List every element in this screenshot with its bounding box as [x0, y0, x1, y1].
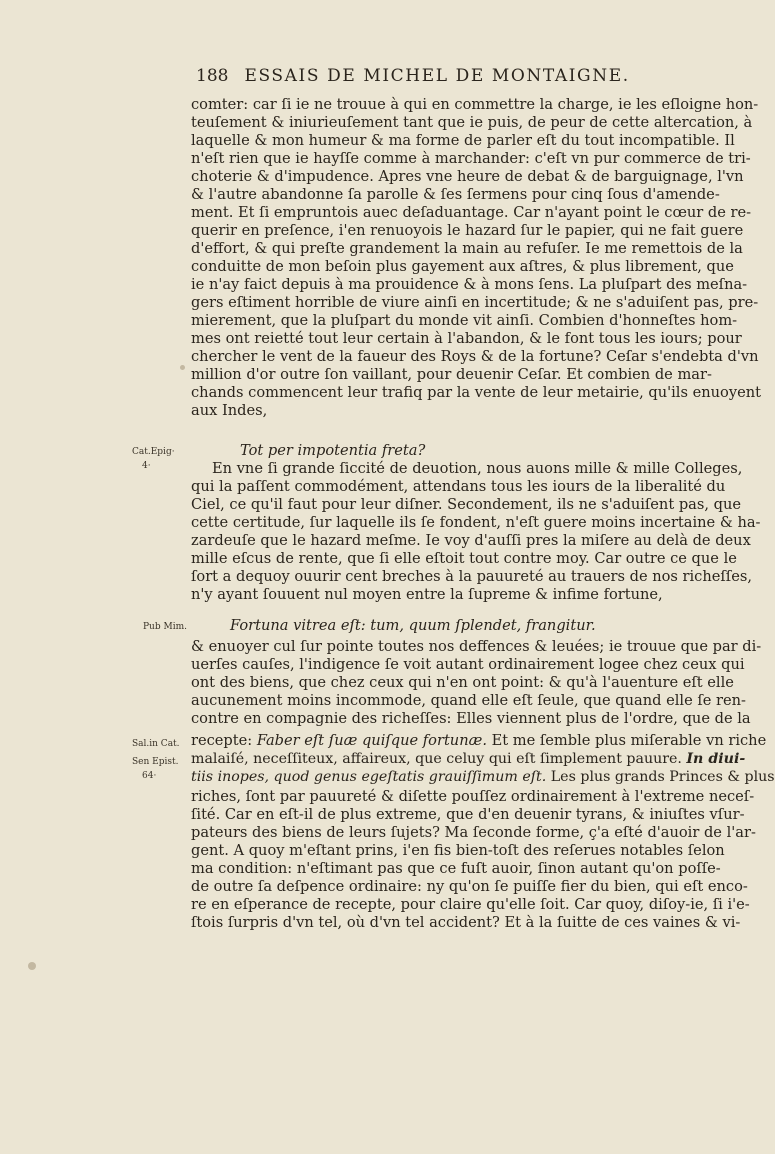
text-line: re en eſperance de recepte, pour claire qu'elle ſoit. Car quoy, diſoy-ie, ſi i'e- [191, 896, 750, 913]
text-line: chands commencent leur trafiq par la vente de leur metairie, qu'ils enuoyent [191, 384, 761, 401]
text-line: Ciel, ce qu'il faut pour leur diſner. Secondement, ils ne s'aduiſent pas, que [191, 496, 742, 513]
text-line: cette certitude, ſur laquelle ils ſe fondent, n'eſt guere moins incertaine & ha- [191, 514, 761, 531]
text-line: choterie & d'impudence. Apres vne heure de debat & de barguignage, l'vn [191, 168, 744, 185]
margin-note: Pub Mim. [143, 622, 187, 632]
text-line-mixed [191, 732, 767, 750]
text-line-mixed [191, 768, 775, 786]
text-line: ment. Et ſi empruntois auec deſaduantage. Car n'ayant point le cœur de re- [191, 204, 752, 221]
text-line: ma condition: n'eſtimant pas que ce fuſt auoir, ſinon autant qu'on poſſe- [191, 860, 721, 877]
text-line: d'effort, & qui preſte grandement la main au refuſer. Ie me remettois de la [191, 240, 743, 257]
text-line: n'eſt rien que ie hayſſe comme à marchander: c'eſt vn pur commerce de tri- [191, 150, 751, 167]
text-line: comter: car ſi ie ne trouue à qui en commettre la charge, ie les eſloigne hon- [191, 96, 759, 113]
text-line: ſtois ſurpris d'vn tel, où d'vn tel accident? Et à la ſuitte de ces vaines & vi- [191, 914, 741, 931]
text-line: aux Indes, [191, 402, 268, 419]
text-line: & enuoyer cul ſur pointe toutes nos deffences & leuées; ie trouue que par di- [191, 638, 762, 655]
paper-stain [180, 365, 185, 370]
margin-note: Sen Epist. [132, 757, 179, 767]
text-segment: recepte: [191, 732, 253, 749]
margin-note: Cat.Epig· [132, 447, 175, 457]
text-line: gers eſtiment horrible de viure ainſi en incertitude; & ne s'aduiſent pas, pre- [191, 294, 759, 311]
text-line: mierement, que la pluſpart du monde vit ainſi. Combien d'honneſtes hom- [191, 312, 738, 329]
text-line: zardeuſe que le hazard meſme. Ie voy d'auſſi pres la miſere au delà de deux [191, 532, 751, 549]
running-title: ESSAIS DE MICHEL DE MONTAIGNE. [244, 66, 630, 86]
text-line: En vne ſi grande ſiccité de deuotion, nous auons mille & mille Colleges, [212, 460, 743, 477]
text-line-mixed [191, 750, 746, 768]
paper-stain [28, 962, 36, 970]
text-segment: malaiſé, neceſſiteux, affaireux, que celuy qui eſt ſimplement pauure. [191, 751, 682, 767]
latin-inline-quote: In diui- [686, 751, 746, 767]
latin-quote: Fortuna vitrea eſt: tum, quum ſplendet, frangitur. [230, 617, 596, 634]
page-header [196, 66, 630, 86]
text-line: contre en compagnie des richeſſes: Elles viennent plus de l'ordre, que de la [191, 710, 751, 727]
text-segment: Et me ſemble plus miſerable vn riche [491, 732, 767, 749]
text-line: & l'autre abandonne ſa parolle & ſes ſermens pour cinq ſous d'amende- [191, 186, 720, 203]
margin-note: 64· [142, 771, 157, 781]
text-line: ie n'ay faict depuis à ma prouidence & à mons ſens. La pluſpart des meſna- [191, 276, 748, 293]
margin-note: Sal.in Cat. [132, 739, 180, 749]
text-line: million d'or outre ſon vaillant, pour deuenir Ceſar. Et combien de mar- [191, 366, 712, 383]
text-segment: Les plus grands Princes & plus [550, 769, 775, 785]
text-line: mes ont reietté tout leur certain à l'abandon, & le font tous les iours; pour [191, 330, 742, 347]
text-line: aucunement moins incommode, quand elle eſt ſeule, que quand elle ſe ren- [191, 692, 746, 709]
text-line: gent. A quoy m'eſtant prins, i'en fis bien-toſt des reſerues notables ſelon [191, 842, 725, 859]
text-line: mille eſcus de rente, que ſi elle eſtoit tout contre moy. Car outre ce que le [191, 550, 737, 567]
text-line: n'y ayant ſouuent nul moyen entre la ſupreme & infime fortune, [191, 586, 663, 603]
text-line: pateurs des biens de leurs ſujets? Ma ſeconde forme, ç'a eſté d'auoir de l'ar- [191, 824, 756, 841]
text-line: qui la paſſent commodément, attendans tous les iours de la liberalité du [191, 478, 726, 495]
text-line: chercher le vent de la faueur des Roys & de la fortune? Ceſar s'endebta d'vn [191, 348, 759, 365]
text-line: uerſes cauſes, l'indigence ſe voit autant ordinairement logee chez ceux qui [191, 656, 745, 673]
latin-inline-quote: tiis inopes, quod genus egeſtatis grauiſſimum eſt. [191, 769, 547, 785]
text-line: ſité. Car en eſt-il de plus extreme, que d'en deuenir tyrans, & iniuſtes vſur- [191, 806, 745, 823]
text-line: riches, ſont par pauureté & diſette pouſſez ordinairement à l'extreme neceſ- [191, 788, 755, 805]
text-line: de outre ſa deſpence ordinaire: ny qu'on ſe puiſſe fier du bien, qui eſt enco- [191, 878, 748, 895]
text-line: ſort a dequoy ouurir cent breches à la pauureté au trauers de nos richeſſes, [191, 568, 752, 585]
text-line: ont des biens, que chez ceux qui n'en ont point: & qu'à l'auenture eſt elle [191, 674, 734, 691]
margin-note: 4· [142, 461, 151, 471]
latin-inline-quote: Faber eſt ſuæ quiſque fortunæ. [256, 732, 487, 749]
text-line: laquelle & mon humeur & ma forme de parler eſt du tout incompatible. Il [191, 132, 735, 149]
text-line: conduitte de mon beſoin plus gayement aux aſtres, & plus librement, que [191, 258, 734, 275]
latin-quote: Tot per impotentia freta? [240, 442, 426, 459]
text-line: teuſement & iniurieuſement tant que ie puis, de peur de cette altercation, à [191, 114, 753, 131]
page-number: 188 [196, 66, 229, 86]
text-line: querir en preſence, i'en renuoyois le hazard ſur le papier, qui ne fait guere [191, 222, 744, 239]
